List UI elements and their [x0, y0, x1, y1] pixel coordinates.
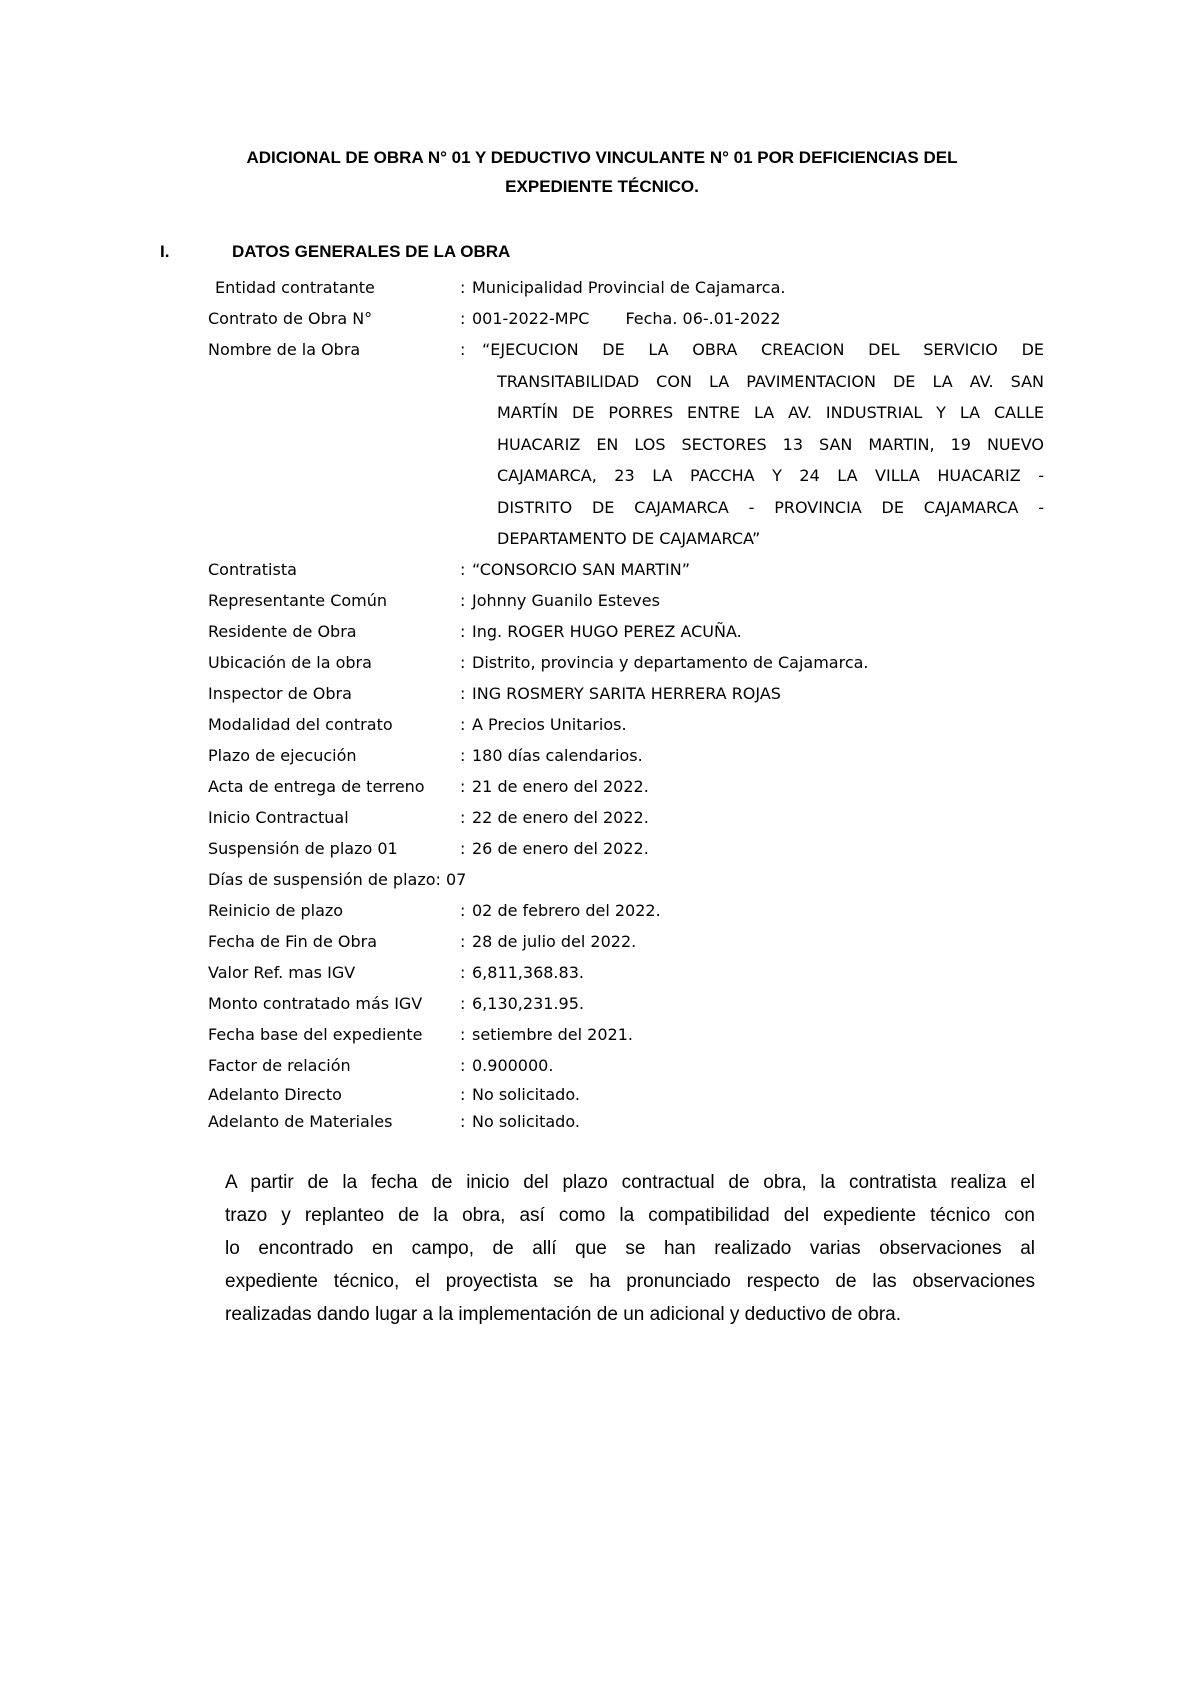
field-residente [208, 616, 1038, 647]
field-colon: : [460, 901, 466, 920]
document-title [150, 143, 1054, 201]
field-value: 180 días calendarios. [472, 746, 643, 765]
field-value: No solicitado. [472, 1085, 580, 1104]
general-data-list [208, 272, 1044, 1135]
field-valor-ref [208, 957, 1038, 988]
field-label: Reinicio de plazo [208, 901, 344, 920]
field-factor [208, 1050, 1038, 1081]
field-label: Factor de relación [208, 1056, 351, 1075]
field-label: Adelanto de Materiales [208, 1112, 393, 1131]
field-colon: : [460, 932, 466, 951]
title-line-2: EXPEDIENTE TÉCNICO. [505, 177, 699, 196]
section-number: I. [160, 242, 170, 261]
project-name-line: DEPARTAMENTO DE CAJAMARCA” [497, 529, 761, 548]
field-label: Entidad contratante [215, 278, 375, 297]
field-colon: : [460, 839, 466, 858]
project-name-line: TRANSITABILIDAD CON LA PAVIMENTACION DE LA AV. SAN [497, 371, 1044, 391]
field-colon: : [460, 746, 466, 765]
field-value: 6,130,231.95. [472, 994, 584, 1013]
project-name-line: “EJECUCION DE LA OBRA CREACION DEL SERVICIO DE [482, 340, 1044, 359]
title-line-1: ADICIONAL DE OBRA N° 01 Y DEDUCTIVO VINCULANTE N° 01 POR DEFICIENCIAS DEL [246, 148, 958, 167]
field-colon: : [460, 808, 466, 827]
field-adelanto-directo [208, 1081, 1038, 1108]
field-colon: : [460, 684, 466, 703]
field-contratista [208, 554, 1038, 585]
field-value: 07 [446, 870, 467, 889]
paragraph-line: expediente técnico, el proyectista se ha pronunciado respecto de las observaciones [225, 1271, 1035, 1292]
field-reinicio [208, 895, 1038, 926]
field-colon: : [460, 591, 466, 610]
field-colon: : [460, 1056, 466, 1075]
field-colon: : [460, 278, 466, 297]
field-label: Nombre de la Obra [208, 340, 361, 359]
field-label: Contrato de Obra N° [208, 309, 373, 328]
field-contrato [208, 303, 1038, 334]
field-label: Fecha base del expediente [208, 1025, 423, 1044]
field-label: Valor Ref. mas IGV [208, 963, 356, 982]
section-heading [160, 241, 760, 263]
field-label: Representante Común [208, 591, 388, 610]
field-value: 6,811,368.83. [472, 963, 584, 982]
field-monto [208, 988, 1038, 1019]
field-value: 21 de enero del 2022. [472, 777, 649, 796]
project-name-line: CAJAMARCA, 23 LA PACCHA Y 24 LA VILLA HUACARIZ - [497, 466, 1044, 485]
field-label: Suspensión de plazo 01 [208, 839, 398, 858]
field-label: Inicio Contractual [208, 808, 349, 827]
field-colon: : [435, 870, 441, 889]
field-value: Distrito, provincia y departamento de Cajamarca. [472, 653, 869, 672]
project-name [472, 334, 1044, 555]
contract-number: 001-2022-MPC [472, 309, 590, 328]
field-label: Acta de entrega de terreno [208, 777, 425, 796]
field-colon: : [460, 653, 466, 672]
field-colon: : [460, 340, 466, 359]
paragraph-line: realizadas dando lugar a la implementación de un adicional y deductivo de obra. [225, 1304, 901, 1325]
field-adelanto-materiales [208, 1108, 1038, 1135]
field-colon: : [460, 309, 466, 328]
field-representante [208, 585, 1038, 616]
field-label: Monto contratado más IGV [208, 994, 423, 1013]
field-acta [208, 771, 1038, 802]
field-label: Plazo de ejecución [208, 746, 357, 765]
field-label: Inspector de Obra [208, 684, 352, 703]
field-modalidad [208, 709, 1038, 740]
project-name-line: HUACARIZ EN LOS SECTORES 13 SAN MARTIN, 19 NUEVO [497, 434, 1044, 454]
paragraph-line: A partir de la fecha de inicio del plazo contractual de obra, la contratista realiza el [225, 1172, 1035, 1193]
field-inspector [208, 678, 1038, 709]
paragraph-line: lo encontrado en campo, de allí que se han realizado varias observaciones al [225, 1238, 1035, 1259]
field-fin [208, 926, 1038, 957]
field-colon: : [460, 994, 466, 1013]
field-colon: : [460, 560, 466, 579]
field-dias-suspension [208, 864, 1038, 895]
body-paragraph [225, 1166, 1035, 1331]
field-nombre-obra [208, 334, 1044, 554]
field-label: Contratista [208, 560, 297, 579]
field-plazo [208, 740, 1038, 771]
field-value: Johnny Guanilo Esteves [472, 591, 660, 610]
field-inicio [208, 802, 1038, 833]
field-value: setiembre del 2021. [472, 1025, 633, 1044]
field-label: Fecha de Fin de Obra [208, 932, 378, 951]
field-value: 0.900000. [472, 1056, 554, 1075]
field-value: “CONSORCIO SAN MARTIN” [472, 560, 690, 579]
contract-date: Fecha. 06-.01-2022 [625, 309, 781, 328]
field-ubicacion [208, 647, 1038, 678]
field-label: Residente de Obra [208, 622, 357, 641]
field-colon: : [460, 1085, 466, 1104]
field-label: Ubicación de la obra [208, 653, 372, 672]
field-colon: : [460, 715, 466, 734]
field-value: A Precios Unitarios. [472, 715, 627, 734]
paragraph-line: trazo y replanteo de la obra, así como la compatibilidad del expediente técnico con [225, 1205, 1035, 1226]
field-value: Municipalidad Provincial de Cajamarca. [472, 278, 786, 297]
field-colon: : [460, 1025, 466, 1044]
section-title: DATOS GENERALES DE LA OBRA [232, 242, 511, 261]
field-colon: : [460, 963, 466, 982]
field-fecha-base [208, 1019, 1038, 1050]
field-value: 26 de enero del 2022. [472, 839, 649, 858]
field-label: Modalidad del contrato [208, 715, 393, 734]
field-value: ING ROSMERY SARITA HERRERA ROJAS [472, 684, 781, 703]
field-value: No solicitado. [472, 1112, 580, 1131]
project-name-line: DISTRITO DE CAJAMARCA - PROVINCIA DE CAJAMARCA - [497, 497, 1044, 517]
field-colon: : [460, 622, 466, 641]
field-value: Ing. ROGER HUGO PEREZ ACUÑA. [472, 622, 742, 641]
field-value: 02 de febrero del 2022. [472, 901, 661, 920]
field-value: 28 de julio del 2022. [472, 932, 637, 951]
field-label: Días de suspensión de plazo [208, 870, 436, 889]
field-label: Adelanto Directo [208, 1085, 342, 1104]
field-colon: : [460, 777, 466, 796]
field-value: 22 de enero del 2022. [472, 808, 649, 827]
field-value [472, 303, 781, 334]
field-entidad [208, 272, 1038, 303]
field-suspension [208, 833, 1038, 864]
project-name-line: MARTÍN DE PORRES ENTRE LA AV. INDUSTRIAL Y LA CALLE [497, 403, 1044, 422]
field-colon: : [460, 1112, 466, 1131]
